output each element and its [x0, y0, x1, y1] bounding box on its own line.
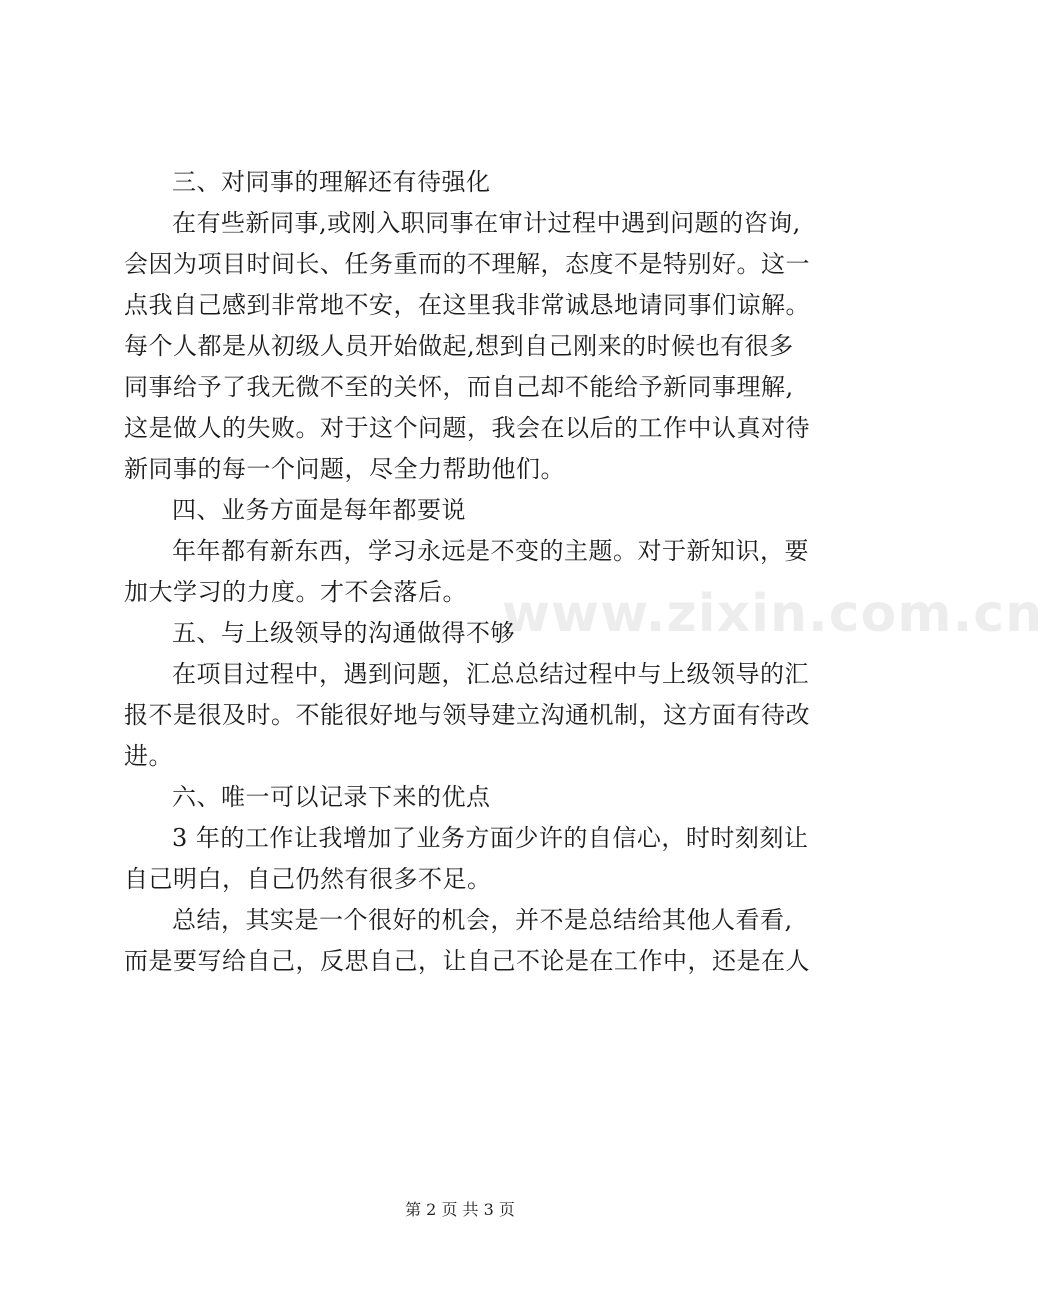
paragraph-line: 同事给予了我无微不至的关怀，而自己却不能给予新同事理解, — [124, 373, 794, 401]
heading-6: 六、唯一可以记录下来的优点 — [172, 783, 491, 811]
paragraph-line: 3 年的工作让我增加了业务方面少许的自信心，时时刻刻让 — [172, 824, 809, 852]
watermark: www.zixin.com.cn — [502, 584, 1043, 644]
heading-5: 五、与上级领导的沟通做得不够 — [172, 619, 515, 647]
paragraph-line: 在项目过程中，遇到问题，汇总总结过程中与上级领导的汇 — [172, 660, 809, 688]
document-body — [124, 168, 810, 975]
paragraph-line: 报不是很及时。不能很好地与领导建立沟通机制，这方面有待改 — [124, 701, 810, 729]
paragraph-line: 自己明白，自己仍然有很多不足。 — [124, 865, 492, 893]
paragraph-line: 总结，其实是一个很好的机会，并不是总结给其他人看看, — [172, 906, 793, 934]
paragraph-line: 在有些新同事,或刚入职同事在审计过程中遇到问题的咨询, — [172, 209, 801, 237]
heading-3: 三、对同事的理解还有待强化 — [172, 168, 491, 196]
paragraph-line: 而是要写给自己，反思自己，让自己不论是在工作中，还是在人 — [124, 947, 810, 975]
paragraph-line: 会因为项目时间长、任务重而的不理解，态度不是特别好。这一 — [124, 250, 810, 278]
paragraph-line: 这是做人的失败。对于这个问题，我会在以后的工作中认真对待 — [124, 414, 810, 442]
paragraph-line: 新同事的每一个问题，尽全力帮助他们。 — [124, 455, 565, 483]
paragraph-line: 每个人都是从初级人员开始做起,想到自己刚来的时候也有很多 — [124, 332, 794, 360]
paragraph-line: 进。 — [124, 742, 173, 770]
heading-4: 四、业务方面是每年都要说 — [172, 496, 466, 524]
paragraph-line: 年年都有新东西，学习永远是不变的主题。对于新知识，要 — [172, 537, 809, 565]
paragraph-line: 点我自己感到非常地不安，在这里我非常诚恳地请同事们谅解。 — [124, 291, 810, 319]
paragraph-line: 加大学习的力度。才不会落后。 — [124, 578, 467, 606]
page-number-footer: 第 2 页 共 3 页 — [405, 1200, 515, 1219]
